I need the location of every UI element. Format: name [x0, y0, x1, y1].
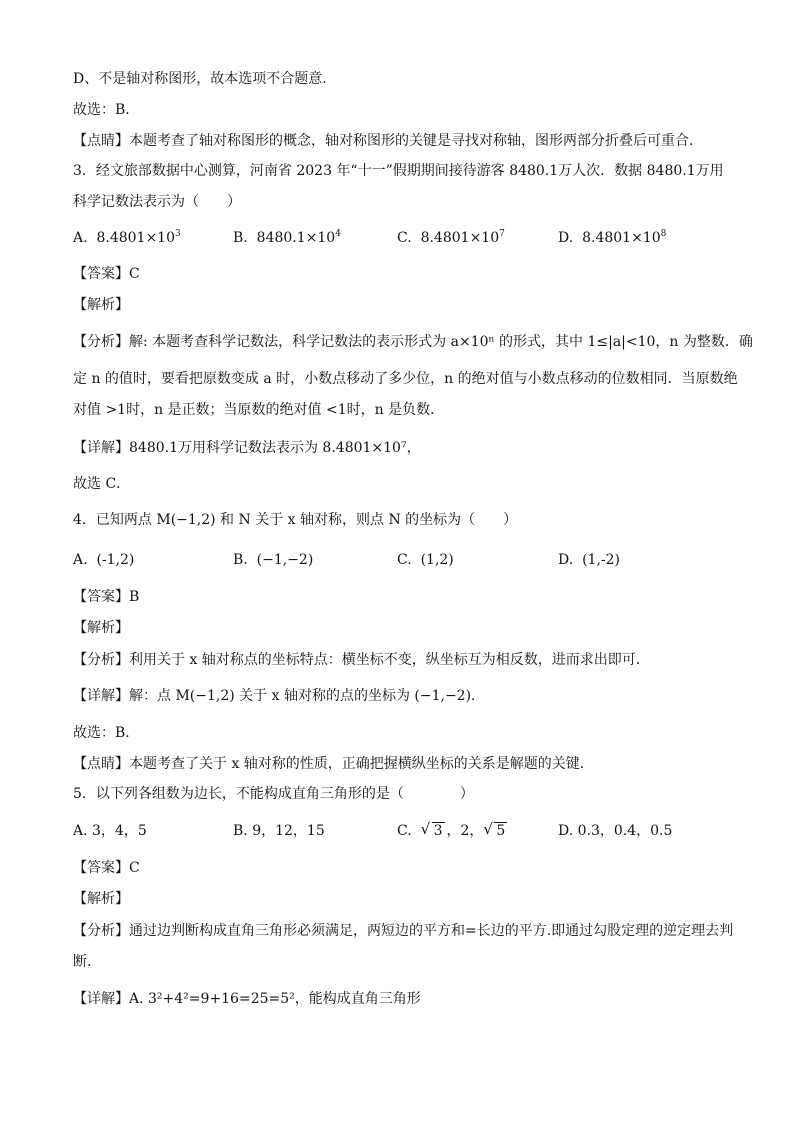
question-3-stem: 3．经文旅部数据中心测算，河南省 2023 年“十一”假期期间接待游客 8480.1万人次．数据 8480.1万用 — [73, 163, 724, 179]
analysis-text: 断. — [73, 954, 92, 970]
analysis-heading: 【解析】 — [73, 891, 129, 907]
conclusion-line: 故选：B． — [73, 725, 140, 741]
sqrt-symbol: √ 3 — [420, 820, 443, 839]
analysis-text: 【分析】解: 本题考查科学记数法，科学记数法的表示形式为 a×10ⁿ 的形式，其中 1≤|a|<10，n 为整数．确 — [73, 334, 753, 350]
q4-option-a: A. (-1,2) — [73, 552, 135, 568]
q4-option-c: C. (1,2) — [397, 552, 454, 568]
q3-option-b: B. $8480.1\times 10^4$ — [233, 229, 341, 246]
detail-line: 【详解】8480.1万用科学记数法表示为 8.4801×10⁷， — [73, 440, 421, 456]
question-5-stem: 5．以下列各组数为边长，不能构成直角三角形的是（ ） — [73, 786, 474, 802]
q5-option-c: C. √ 3 ，2， √ 5 — [397, 820, 506, 839]
question-4-stem: 4．已知两点 M(−1,2) 和 N 关于 x 轴对称，则点 N 的坐标为（ ） — [73, 512, 518, 528]
analysis-text: 定 n 的值时，要看把原数变成 a 时，小数点移动了多少位，n 的绝对值与小数点移动的位数相同．当原数绝 — [73, 371, 738, 387]
detail-line: 【详解】解：点 M(−1,2) 关于 x 轴对称的点的坐标为 (−1,−2)． — [73, 688, 486, 704]
analysis-heading: 【解析】 — [73, 297, 129, 313]
answer-label: 【答案】C — [73, 860, 140, 876]
q3-option-a: A. $8.4801\times 10^3$ — [73, 229, 181, 246]
detail-line: 【详解】A. 3²+4²=9+16=25=5²，能构成直角三角形 — [73, 991, 421, 1007]
text-line: D、不是轴对称图形，故本选项不合题意． — [73, 71, 337, 87]
q3-option-d: D. $8.4801\times 10^8$ — [558, 229, 667, 246]
text-line: 故选：B． — [73, 102, 140, 118]
q5-option-d: D. 0.3，0.4，0.5 — [558, 823, 673, 839]
analysis-text: 对值 >1时，n 是正数；当原数的绝对值 <1时，n 是负数． — [73, 402, 445, 418]
q4-option-b: B. (−1,−2) — [233, 552, 314, 568]
dianjing-line: 【点睛】本题考查了轴对称图形的概念，轴对称图形的关键是寻找对称轴，图形两部分折叠后可重合. — [73, 133, 694, 149]
dianjing-line: 【点睛】本题考查了关于 x 轴对称的性质，正确把握横纵坐标的关系是解题的关键． — [73, 756, 594, 772]
q5-option-b: B. 9，12，15 — [233, 823, 325, 839]
question-3-stem-cont: 科学记数法表示为（ ） — [73, 194, 241, 210]
answer-label: 【答案】B — [73, 589, 140, 605]
answer-label: 【答案】C — [73, 266, 140, 282]
analysis-heading: 【解析】 — [73, 620, 129, 636]
analysis-text: 【分析】利用关于 x 轴对称点的坐标特点：横坐标不变，纵坐标互为相反数，进而求出即可． — [73, 652, 650, 668]
analysis-text: 【分析】通过边判断构成直角三角形必须满足，两短边的平方和=长边的平方.即通过勾股定理的逆定理去判 — [73, 923, 734, 939]
q3-option-c: C. $8.4801\times 10^7$ — [397, 229, 505, 246]
sqrt-symbol: √ 5 — [483, 820, 506, 839]
q4-option-d: D. (1,-2) — [558, 552, 621, 568]
q5-option-a: A. 3，4，5 — [73, 823, 147, 839]
conclusion-line: 故选 C． — [73, 476, 131, 492]
